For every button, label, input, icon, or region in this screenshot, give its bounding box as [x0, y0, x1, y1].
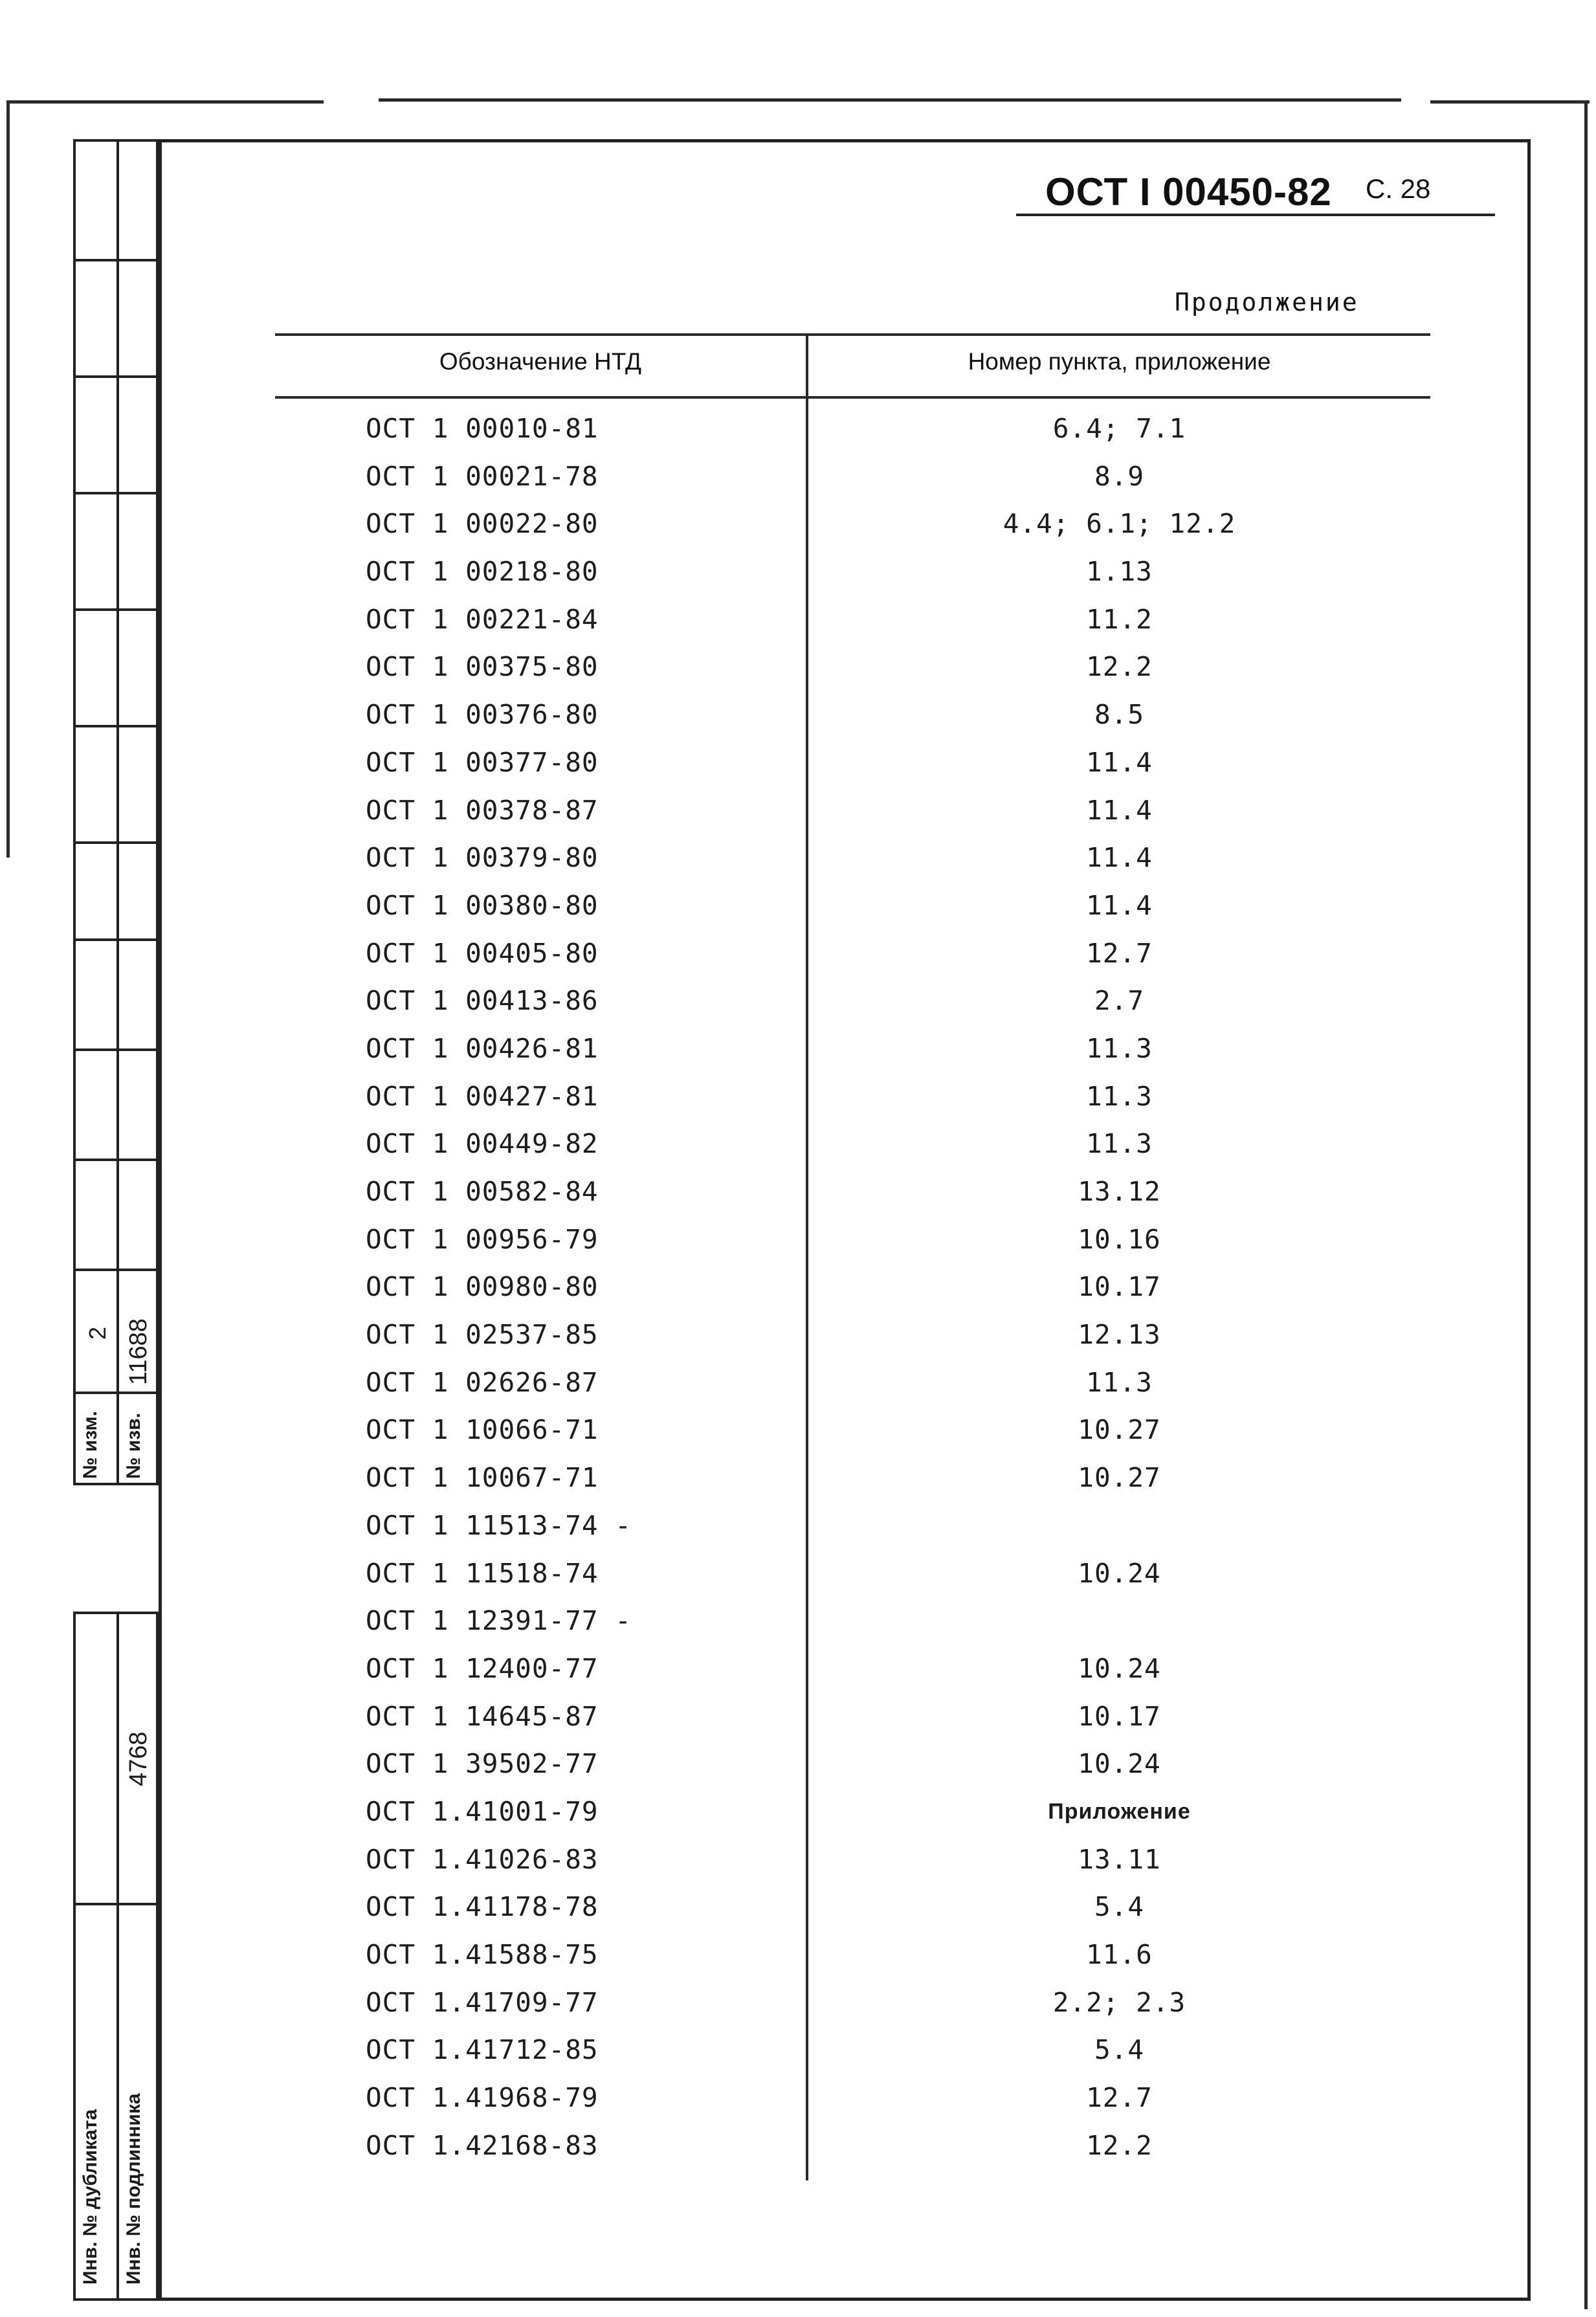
designation-cell: ОСТ 1 02626-87	[366, 1366, 599, 1398]
table-row	[275, 504, 1430, 552]
clause-cell: 11.6	[1086, 1939, 1153, 1970]
table-row	[275, 1267, 1430, 1315]
table-row	[275, 1172, 1430, 1220]
document-code-underline	[1016, 214, 1495, 216]
clause-cell: 1.13	[1086, 556, 1153, 588]
clause-cell: Приложение	[1048, 1799, 1191, 1824]
original-inventory-label: Инв. № подлинника	[123, 2093, 144, 2285]
clause-cell: 12.7	[1086, 937, 1153, 969]
clause-cell: 10.17	[1078, 1271, 1161, 1303]
column-header-clause: Номер пункта, приложение	[968, 348, 1271, 375]
outer-border-left	[6, 100, 10, 858]
table-row	[275, 457, 1430, 505]
designation-cell: ОСТ 1 00377-80	[366, 746, 599, 778]
designation-cell: ОСТ 1.41709-77	[366, 1986, 599, 2018]
designation-cell: ОСТ 1 00022-80	[366, 508, 599, 540]
designation-cell: ОСТ 1 00582-84	[366, 1176, 599, 1207]
designation-cell: ОСТ 1.41712-85	[366, 2034, 599, 2066]
designation-cell: ОСТ 1 11518-74	[366, 1557, 599, 1589]
table-row	[275, 647, 1430, 695]
clause-cell: 12.2	[1086, 651, 1153, 683]
table-row	[275, 1410, 1430, 1458]
clause-cell: 11.4	[1086, 842, 1153, 874]
table-row	[275, 1601, 1430, 1649]
designation-cell: ОСТ 1 00376-80	[366, 699, 599, 731]
designation-cell: ОСТ 1 00021-78	[366, 460, 599, 492]
designation-cell: ОСТ 1 11513-74 -	[366, 1509, 632, 1541]
table-row	[275, 1077, 1430, 1125]
margin-stamp-line	[73, 492, 159, 494]
table-row	[275, 409, 1430, 457]
clause-cell: 4.4; 6.1; 12.2	[1003, 508, 1236, 540]
table-row	[275, 1554, 1430, 1602]
designation-cell: ОСТ 1.42168-83	[366, 2129, 599, 2161]
clause-cell: 2.2; 2.3	[1052, 1986, 1186, 2018]
margin-stamp-line	[73, 1048, 159, 1051]
clause-cell: 12.13	[1078, 1319, 1161, 1351]
clause-cell: 10.27	[1078, 1462, 1161, 1494]
outer-border-top-segment	[6, 100, 324, 104]
table-row	[275, 2078, 1430, 2126]
notice-number-label: № изв.	[123, 1413, 144, 1479]
designation-cell: ОСТ 1.41001-79	[366, 1795, 599, 1827]
table-row	[275, 1935, 1430, 1983]
margin-stamp-line	[73, 1269, 159, 1271]
table-row	[275, 791, 1430, 839]
clause-cell: 10.16	[1078, 1223, 1161, 1255]
margin-stamp-line	[73, 259, 159, 261]
table-row	[275, 1792, 1430, 1840]
designation-cell: ОСТ 1 00413-86	[366, 985, 599, 1017]
designation-cell: ОСТ 1 00426-81	[366, 1032, 599, 1064]
table-row	[275, 1506, 1430, 1554]
designation-cell: ОСТ 1 39502-77	[366, 1748, 599, 1780]
designation-cell: ОСТ 1 00221-84	[366, 603, 599, 635]
clause-cell: 2.7	[1094, 985, 1145, 1017]
margin-stamp-line	[73, 608, 159, 611]
table-row	[275, 2030, 1430, 2078]
clause-cell: 10.24	[1078, 1557, 1161, 1589]
table-row	[275, 743, 1430, 791]
column-header-designation: Обозначение НТД	[439, 348, 642, 375]
margin-stamp-line	[73, 938, 159, 941]
designation-cell: ОСТ 1 00379-80	[366, 842, 599, 874]
designation-cell: ОСТ 1 00405-80	[366, 937, 599, 969]
table-row	[275, 981, 1430, 1029]
table-row	[275, 1363, 1430, 1411]
margin-stamp-divider	[116, 139, 119, 1485]
designation-cell: ОСТ 1.41588-75	[366, 1939, 599, 1970]
designation-cell: ОСТ 1.41968-79	[366, 2082, 599, 2114]
clause-cell: 11.4	[1086, 746, 1153, 778]
table-row	[275, 1458, 1430, 1506]
designation-cell: ОСТ 1 12400-77	[366, 1652, 599, 1684]
designation-cell: ОСТ 1 00956-79	[366, 1223, 599, 1255]
designation-cell: ОСТ 1 00449-82	[366, 1128, 599, 1160]
table-row	[275, 1315, 1430, 1363]
clause-cell: 11.3	[1086, 1080, 1153, 1112]
table-body	[275, 409, 1430, 2173]
table-row	[275, 2126, 1430, 2174]
clause-cell: 11.3	[1086, 1032, 1153, 1064]
designation-cell: ОСТ 1 00980-80	[366, 1271, 599, 1303]
clause-cell: 10.24	[1078, 1748, 1161, 1780]
margin-stamp-line	[73, 375, 159, 378]
table-row	[275, 552, 1430, 600]
table-row	[275, 1983, 1430, 2031]
clause-cell: 11.2	[1086, 603, 1153, 635]
clause-cell: 11.3	[1086, 1366, 1153, 1398]
designation-cell: ОСТ 1 00218-80	[366, 556, 599, 588]
designation-cell: ОСТ 1 00380-80	[366, 889, 599, 921]
change-number-label: № изм.	[80, 1411, 101, 1479]
clause-cell: 5.4	[1094, 1891, 1145, 1923]
table-row	[275, 1887, 1430, 1935]
continuation-label: Продолжение	[1175, 288, 1359, 316]
table-row	[275, 1029, 1430, 1077]
designation-cell: ОСТ 1 14645-87	[366, 1700, 599, 1732]
clause-cell: 13.11	[1078, 1843, 1161, 1875]
designation-cell: ОСТ 1 00375-80	[366, 651, 599, 683]
margin-stamp-line	[73, 841, 159, 844]
table-row	[275, 838, 1430, 886]
clause-cell: 12.2	[1086, 2129, 1153, 2161]
designation-cell: ОСТ 1 10067-71	[366, 1462, 599, 1494]
clause-cell: 12.7	[1086, 2082, 1153, 2114]
designation-cell: ОСТ 1.41026-83	[366, 1843, 599, 1875]
notice-number-value: 11688	[125, 1318, 152, 1385]
table-row	[275, 1840, 1430, 1888]
designation-cell: ОСТ 1 00010-81	[366, 413, 599, 444]
designation-cell: ОСТ 1.41178-78	[366, 1891, 599, 1923]
table-row	[275, 1697, 1430, 1745]
clause-cell: 5.4	[1094, 2034, 1145, 2066]
clause-cell: 11.4	[1086, 889, 1153, 921]
margin-stamp-divider	[116, 1612, 119, 2301]
duplicate-inventory-label: Инв. № дубликата	[80, 2109, 101, 2285]
outer-border-right	[1584, 102, 1588, 2309]
table-row	[275, 1649, 1430, 1697]
margin-stamp-upper	[73, 139, 159, 1485]
clause-cell: 13.12	[1078, 1176, 1161, 1207]
margin-stamp-line	[73, 725, 159, 727]
table-row	[275, 1744, 1430, 1792]
clause-cell: 11.3	[1086, 1128, 1153, 1160]
clause-cell: 10.17	[1078, 1700, 1161, 1732]
outer-border-top-segment	[1430, 100, 1590, 104]
designation-cell: ОСТ 1 00427-81	[366, 1080, 599, 1112]
clause-cell: 10.24	[1078, 1652, 1161, 1684]
table-row	[275, 695, 1430, 743]
document-code: ОСТ I 00450-82	[1045, 170, 1332, 214]
table-top-rule	[275, 333, 1430, 336]
designation-cell: ОСТ 1 00378-87	[366, 794, 599, 826]
clause-cell: 8.9	[1094, 460, 1145, 492]
margin-stamp-line	[73, 1903, 159, 1905]
designation-cell: ОСТ 1 10066-71	[366, 1414, 599, 1446]
table-row	[275, 1220, 1430, 1268]
designation-cell: ОСТ 1 12391-77 -	[366, 1605, 632, 1637]
table-row	[275, 934, 1430, 982]
change-number-value: 2	[84, 1326, 111, 1340]
designation-cell: ОСТ 1 02537-85	[366, 1319, 599, 1351]
clause-cell: 11.4	[1086, 794, 1153, 826]
table-row	[275, 600, 1430, 648]
clause-cell: 10.27	[1078, 1414, 1161, 1446]
margin-stamp-line	[73, 1391, 159, 1394]
margin-stamp-line	[73, 1158, 159, 1161]
table-row	[275, 1124, 1430, 1172]
page-number: С. 28	[1366, 173, 1431, 204]
clause-cell: 8.5	[1094, 699, 1145, 731]
table-header-rule	[275, 396, 1430, 399]
clause-cell: 6.4; 7.1	[1052, 413, 1186, 444]
original-inventory-value: 4768	[125, 1731, 152, 1786]
outer-border-top-segment	[379, 98, 1401, 102]
table-row	[275, 886, 1430, 934]
